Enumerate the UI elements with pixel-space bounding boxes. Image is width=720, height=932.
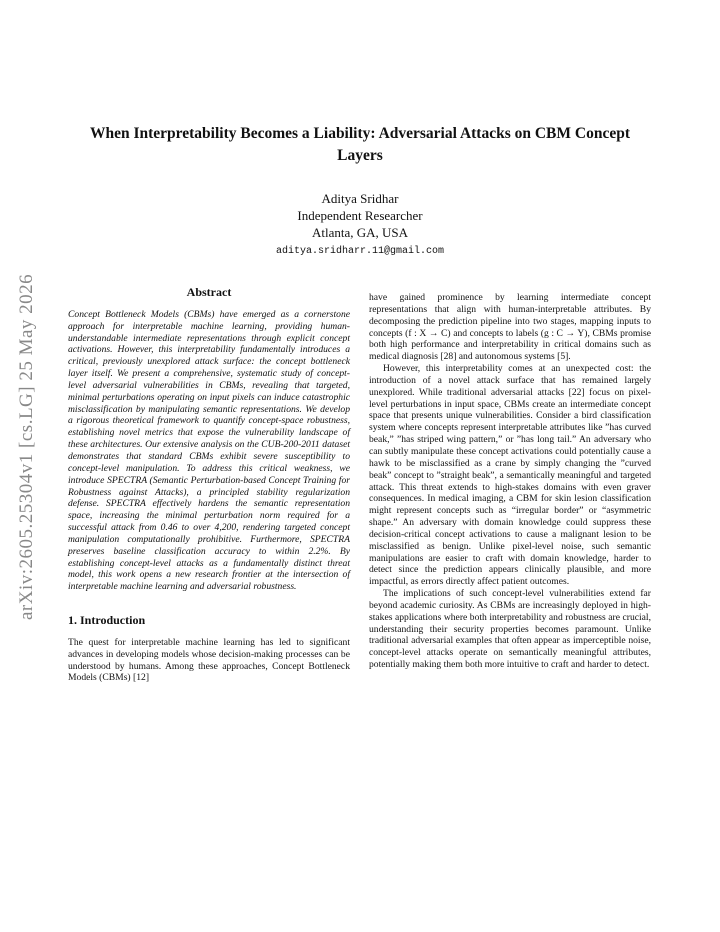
author-affiliation: Independent Researcher — [297, 208, 423, 223]
left-column — [68, 287, 350, 684]
author-name: Aditya Sridhar — [321, 191, 399, 206]
abstract-heading: Abstract — [186, 285, 232, 299]
paper-title: When Interpretability Becomes a Liability: Adversarial Attacks on CBM Concept Layers — [89, 125, 631, 164]
intro-paragraph-1-cont: have gained prominence by learning intermediate concept representations that align with human-interpretable attributes. By decomposing the prediction pipeline into two stages, mapping inputs to concepts (f : X → C) and concepts to labels (g : C → Y), CBMs promise both high performance and interpretability in critical domains such as medical diagnosis [28] and autonomous systems [5]. — [369, 292, 651, 363]
intro-paragraph-2: However, this interpretability comes at an unexpected cost: the introduction of a novel attack surface that has remained largely unexplored. While traditional adversarial attacks [22] focus on pixel-level perturbations in input space, CBMs create an intermediate concept space that presents unique vulnerabilities. Consider a bird classification system where concepts represent interpretable attributes like ”has curved beak,” ”has striped wing pattern,” or ”has long tail.” An adversary who can subtly manipulate these concept activations could potentially cause a hawk to be misclassified as a crane by simply changing the ”curved beak” concept to ”straight beak”, a semantically meaningful and targeted attack. This threat extends to high-stakes domains with even graver consequences. In medical imaging, a CBM for skin lesion classification might represent concepts such as “irregular border” or “asymmetric shape.” An adversary with domain knowledge could suppress these decision-critical concept activations to cause a malignant lesion to be misclassified as benign. Unlike pixel-level noise, such semantic manipulations are easier to craft with domain knowledge, harder to detect since the prediction appears clinically plausible, and more impactful, as errors directly affect patient outcomes. — [369, 363, 651, 588]
intro-paragraph-3: The implications of such concept-level vulnerabilities extend far beyond academic curiosity. As CBMs are increasingly deployed in high-stakes applications where both interpretability and robustness are crucial, understanding their security properties becomes paramount. Unlike traditional adversarial examples that often appear as imperceptible noise, concept-level attacks operate on semantically meaningful attributes, potentially making them both more intuitive to craft and harder to detect. — [369, 588, 651, 671]
arxiv-stamp: arXiv:2605.25304v1 [cs.LG] 25 May 2026 — [16, 273, 37, 620]
intro-paragraph-1: The quest for interpretable machine learning has led to significant advances in developing models whose decision-making processes can be understood by humans. Among these approaches, Concept Bottleneck Models (CBMs) [12] — [68, 636, 350, 684]
intro-heading: 1. Introduction — [68, 613, 146, 628]
author-location: Atlanta, GA, USA — [311, 225, 409, 240]
right-column — [369, 292, 651, 671]
author-email[interactable]: aditya.sridharr.11@gmail.com — [275, 246, 445, 257]
author-block — [160, 190, 560, 260]
abstract-text: Concept Bottleneck Models (CBMs) have emerged as a cornerstone approach for interpretable machine learning, providing human-understandable intermediate representations through explicit concept activations. However, this interpretability fundamentally introduces a critical, previously unexplored attack surface: the concept bottleneck layer itself. We present a comprehensive, systematic study of concept-level adversarial vulnerabilities in CBMs, revealing that targeted, minimal perturbations operating on input pixels can induce catastrophic misclassification by manipulating semantic representations. We develop a rigorous theoretical framework to quantify concept-space robustness, establishing novel metrics that expose the vulnerability landscape of these architectures. Our extensive analysis on the CUB-200-2011 dataset demonstrates that standard CBMs exhibit severe susceptibility to concept-level manipulation. To address this critical weakness, we introduce SPECTRA (Semantic Perturbation-based Concept Training for Robustness against Attacks), a principled stability regularization defense. SPECTRA effectively hardens the semantic representation space, increasing the minimal perturbation norm required for a successful attack from 0.46 to over 4,200, rendering targeted concept manipulation computationally prohibitive. Furthermore, SPECTRA preserves baseline classification accuracy to within 2.2%. By establishing concept-level attacks as a fundamentally distinct threat model, this work opens a new research frontier at the intersection of interpretable machine learning and adversarial robustness. — [68, 308, 350, 593]
